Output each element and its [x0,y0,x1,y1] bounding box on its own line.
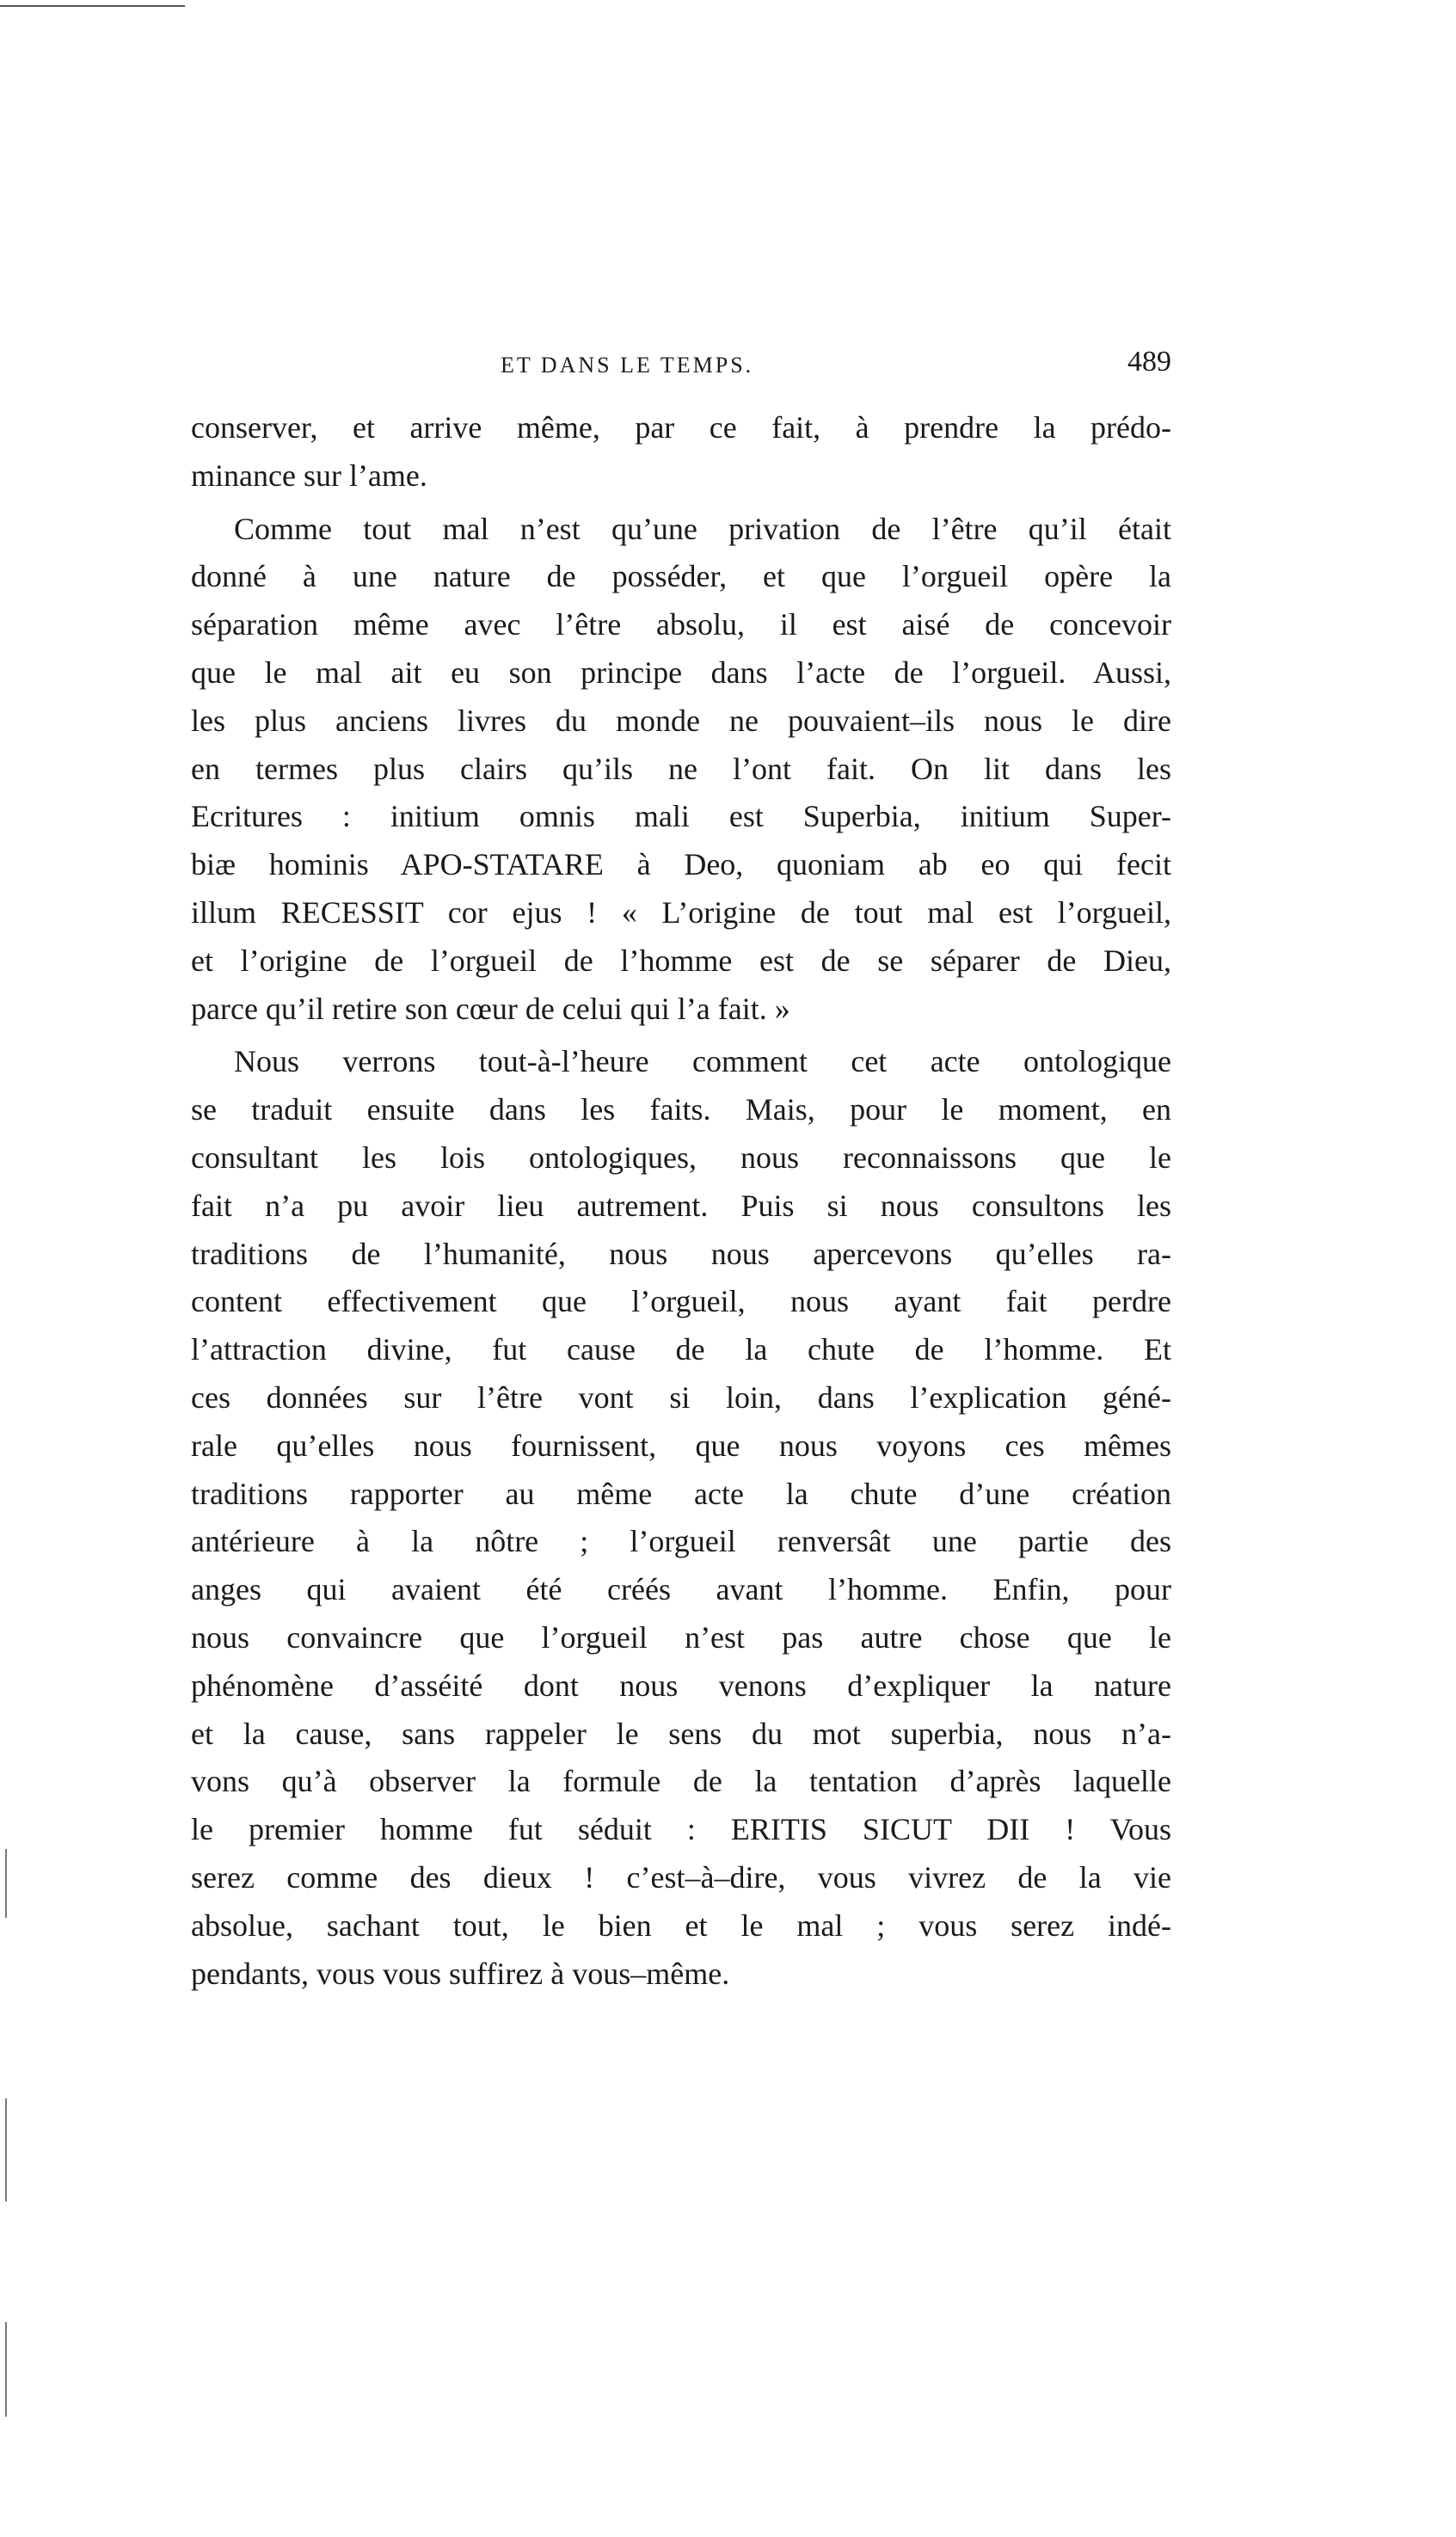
text-line: traditions de l’humanité, nous nous apercevons qu’elles ra- [191,1236,1171,1271]
text-line: Ecritures : initium omnis mali est Superbia, initium Super- [191,799,1171,834]
left-margin-mark [5,2322,7,2417]
text-line: et la cause, sans rappeler le sens du mot superbia, nous n’a- [191,1716,1171,1751]
text-line: donné à une nature de posséder, et que l’orgueil opère la [191,559,1171,594]
text-line: se traduit ensuite dans les faits. Mais, pour le moment, en [191,1092,1171,1127]
text-line: content effectivement que l’orgueil, nous ayant fait perdre [191,1284,1171,1319]
text-line: anges qui avaient été créés avant l’homme. Enfin, pour [191,1572,1171,1607]
running-title: ET DANS LE TEMPS. [501,353,754,378]
text-line: ces données sur l’être vont si loin, dans l’explication géné- [191,1379,1171,1415]
page-number: 489 [1127,346,1171,378]
text-line: minance sur l’ame. [191,458,427,493]
text-line: vons qu’à observer la formule de la tentation d’après laquelle [191,1764,1171,1799]
text-line: le premier homme fut séduit : ERITIS SICUT DII ! Vous [191,1812,1171,1847]
text-line: parce qu’il retire son cœur de celui qui l’a fait. » [191,991,790,1026]
text-line: et l’origine de l’orgueil de l’homme est de se séparer de Dieu, [191,943,1171,978]
text-line: Nous verrons tout-à-l’heure comment cet acte ontologique [234,1044,1171,1079]
text-line: Comme tout mal n’est qu’une privation de l’être qu’il était [234,511,1171,546]
text-line: l’attraction divine, fut cause de la chute de l’homme. Et [191,1332,1171,1367]
text-line: biæ hominis APO-STATARE à Deo, quoniam ab eo qui fecit [191,847,1171,882]
text-line: en termes plus clairs qu’ils ne l’ont fait. On lit dans les [191,751,1171,786]
text-line: antérieure à la nôtre ; l’orgueil renversât une partie des [191,1524,1171,1559]
text-line: traditions rapporter au même acte la chute d’une création [191,1476,1171,1511]
text-line: absolue, sachant tout, le bien et le mal ; vous serez indé- [191,1907,1171,1943]
text-line: pendants, vous vous suffirez à vous–même. [191,1956,730,1991]
text-line: séparation même avec l’être absolu, il est aisé de concevoir [191,607,1171,642]
text-line: serez comme des dieux ! c’est–à–dire, vous vivrez de la vie [191,1859,1171,1895]
top-edge-rule [0,5,185,7]
text-line: nous convaincre que l’orgueil n’est pas autre chose que le [191,1619,1171,1655]
text-line: fait n’a pu avoir lieu autrement. Puis si nous consultons les [191,1188,1171,1223]
paragraph [191,404,1171,501]
paragraph [191,506,1171,1034]
paragraph [191,1038,1171,1998]
left-margin-mark [5,2098,7,2202]
text-line: phénomène d’asséité dont nous venons d’expliquer la nature [191,1668,1171,1703]
left-margin-mark [5,1849,7,1918]
text-line: que le mal ait eu son principe dans l’acte de l’orgueil. Aussi, [191,654,1171,690]
text-line: illum RECESSIT cor ejus ! « L’origine de tout mal est l’orgueil, [191,894,1171,930]
text-line: conserver, et arrive même, par ce fait, à prendre la prédo- [191,410,1171,445]
running-head [191,346,1171,389]
text-line: rale qu’elles nous fournissent, que nous voyons ces mêmes [191,1428,1171,1463]
text-line: consultant les lois ontologiques, nous reconnaissons que le [191,1140,1171,1175]
text-line: les plus anciens livres du monde ne pouvaient–ils nous le dire [191,703,1171,738]
body-text [191,404,1171,1998]
